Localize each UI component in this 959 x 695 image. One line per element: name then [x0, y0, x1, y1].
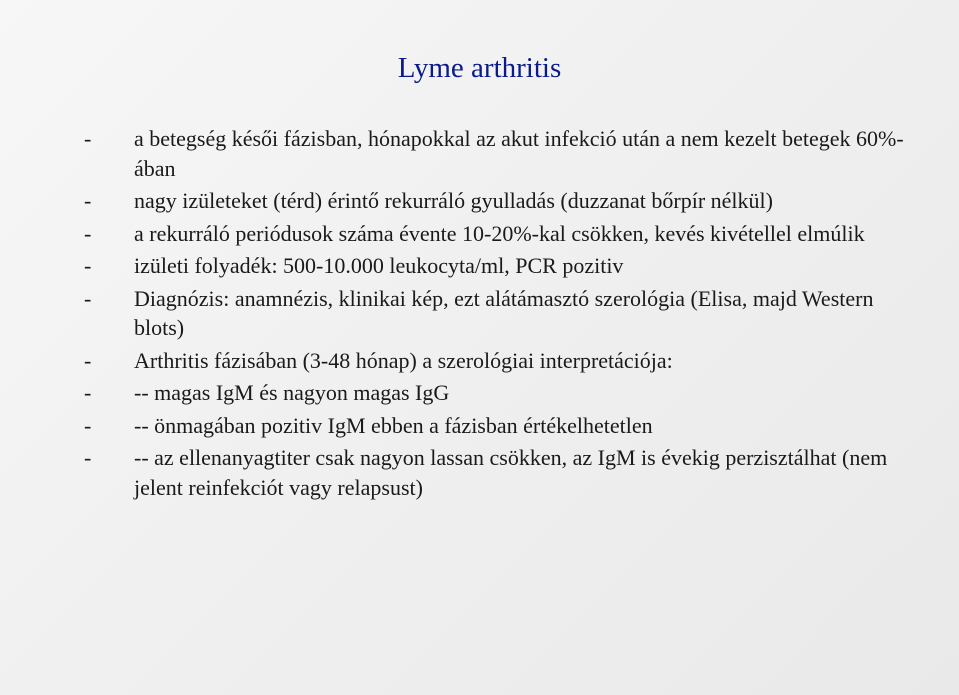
bullet-text: -- az ellenanyagtiter csak nagyon lassan csökken, az IgM is évekig perzisztálhat (nem jelent reinfekciót vagy relapsust) — [134, 445, 888, 500]
bullet-item — [84, 378, 924, 408]
bullet-text: -- önmagában pozitiv IgM ebben a fázisban értékelhetetlen — [134, 412, 653, 438]
bullet-dash: - — [84, 412, 92, 438]
bullet-item — [84, 346, 924, 376]
bullet-dash: - — [84, 347, 92, 373]
bullet-dash: - — [84, 220, 92, 246]
bullet-item — [84, 124, 924, 183]
bullet-text: a betegség késői fázisban, hónapokkal az akut infekció után a nem kezelt betegek 60%-ában — [134, 126, 904, 181]
bullet-text: a rekurráló periódusok száma évente 10-20%-kal csökken, kevés kivétellel elmúlik — [134, 220, 865, 246]
bullet-list — [84, 124, 924, 505]
bullet-item — [84, 251, 924, 281]
bullet-text: -- magas IgM és nagyon magas IgG — [134, 380, 450, 405]
bullet-text: Arthritis fázisában (3-48 hónap) a szerológiai interpretációja: — [134, 347, 673, 373]
bullet-dash: - — [84, 380, 92, 405]
bullet-dash: - — [84, 126, 92, 151]
bullet-text: nagy izületeket (térd) érintő rekurráló gyulladás (duzzanat bőrpír nélkül) — [134, 188, 773, 213]
bullet-item — [84, 443, 924, 502]
bullet-item — [84, 411, 924, 441]
bullet-text: Diagnózis: anamnézis, klinikai kép, ezt alátámasztó szerológia (Elisa, majd Western blots) — [134, 285, 874, 340]
bullet-dash: - — [84, 188, 92, 213]
bullet-item — [84, 186, 924, 216]
bullet-dash: - — [84, 253, 92, 278]
bullet-item — [84, 219, 924, 249]
bullet-text: izületi folyadék: 500-10.000 leukocyta/ml, PCR pozitiv — [134, 253, 624, 278]
bullet-item — [84, 284, 924, 343]
slide-title: Lyme arthritis — [397, 52, 562, 84]
bullet-dash: - — [84, 285, 92, 311]
bullet-dash: - — [84, 445, 92, 470]
